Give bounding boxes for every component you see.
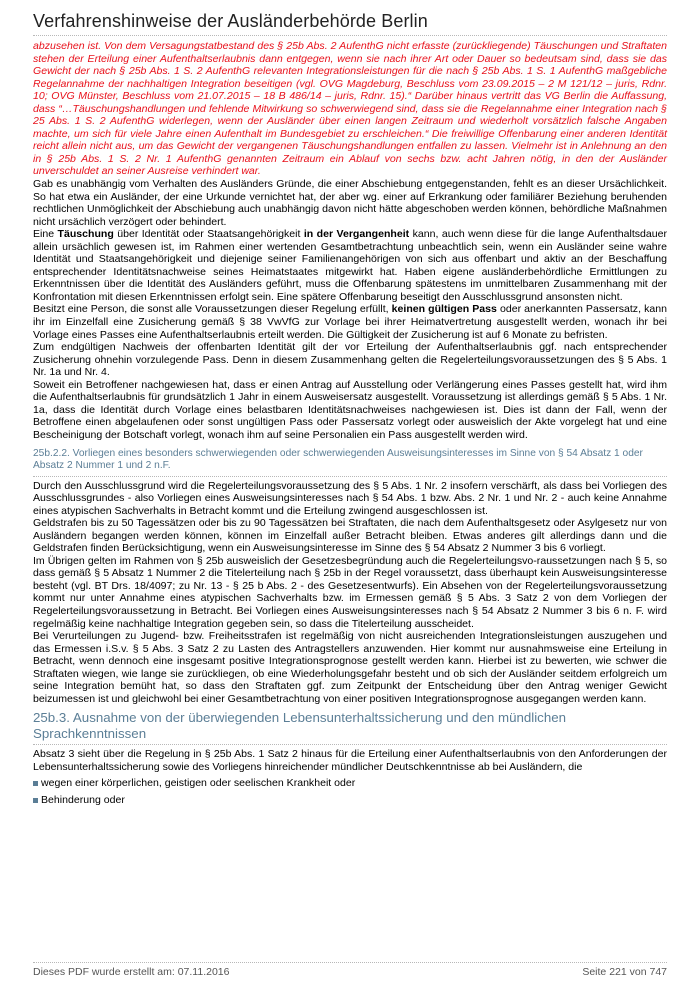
list-item: [33, 777, 667, 790]
paragraph-exclusion: Durch den Ausschlussgrund wird die Regelerteilungsvoraussetzung des § 5 Abs. 1 Nr. 2 insofern verschärft, als dass bei Vorliegen des Ausschlussgrundes - also Vorliegen eines Ausweisungsinteresses nach § 54 Abs. 1 bzw. Abs. 2 Nr. 1 und Nr. 2 - auch keine Annahme eines atypischen Sachverhalts in Betracht kommt und die Erteilung zwingend ausgeschlossen ist.: [33, 479, 667, 517]
paragraph-deception: [33, 228, 667, 303]
paragraph-passport-application: Soweit ein Betroffener nachgewiesen hat, dass er einen Antrag auf Ausstellung oder Verlängerung eines Passes gestellt hat, wird ihm die Aufenthaltserlaubnis für grundsätzlich 1 Jahr in einem Ausweisersatz ausgestellt. Voraussetzung ist allerdings gemäß § 5 Abs. 1 Nr. 1a, dass die Identität durch Vorlage eines belastbaren Identitätsnachweises nachgewiesen ist. Dies ist dann der Fall, wenn der Betroffene einen abgelaufenen oder sonst ungültigen Pass oder Passersatz vorlegt oder ausweislich der Akte vorgelegt hat und eine Bescheinigung der Botschaft vorlegt, wonach ihm auf seine Personalien ein Pass ausgestellt werden wird.: [33, 378, 667, 441]
text-run: Eine: [33, 228, 58, 241]
paragraph-no-passport: [33, 303, 667, 341]
list-item-text: Behinderung oder: [41, 793, 125, 806]
paragraph-causality: Gab es unabhängig vom Verhalten des Ausländers Gründe, die einer Abschiebung entgegenstanden, fehlt es an dieser Ursächlichkeit. So hat etwa ein Ausländer, der eine Urkunde vernichtet hat, der aber wg. einer auf Erkrankung oder familiärer Beziehung beruhenden rechtlichen Unmöglichkeit der Abschiebung auch unabhängig davon nicht hätte abgeschoben werden können, behördliche Maßnahmen nicht ursächlich verzögert oder behindert.: [33, 178, 667, 228]
paragraph-fines: Geldstrafen bis zu 50 Tagessätzen oder bis zu 90 Tagessätzen bei Straftaten, die nach dem Aufenthaltsgesetz oder Asylgesetz nur von Ausländern begangen werden können, können im Einzelfall außer Betracht bleiben. Etwas anderes gilt allerdings dann und die Geldstrafen finden Berücksichtigung, wenn ein Ausweisungsinteresse im Sinne des § 54 Absatz 2 Nummer 3 bis 6 vorliegt.: [33, 517, 667, 555]
paragraph-requirements: Im Übrigen gelten im Rahmen von § 25b ausweislich der Gesetzesbegründung auch die Regelerteilungsvo-raussetzungen nach § 5, so dass gemäß § 5 Absatz 1 Nummer 2 die Titelerteilung nach § 25b in der Regel voraussetzt, dass überhaupt kein Ausweisungsinteresse besteht (vgl. BT Drs. 18/4097; zu Nr. 13 - § 25 b Abs. 2 - des Gesetzesentwurfs). Ein Absehen von der Regelerteilungsvoraussetzung kommt nur unter Annahme eines atypischen Sachverhalts bzw. im Ermessen gemäß § 5 Abs. 3 Satz 2 von dem Vorliegen der Regelerteilungsvoraussetzung in Betracht. Bei Vorliegen eines Ausweisungsinteresses nach § 54 Absatz 2 Nummer 3 bis 6 n. F. wird regelmäßig keine nachhaltige Integration gegeben sein, so dass die Titelerteilung ausscheidet.: [33, 554, 667, 630]
section-heading-25b-3: 25b.3. Ausnahme von der überwiegenden Lebensunterhaltssicherung und den mündlichen Sprachkenntnissen: [33, 710, 667, 745]
title-divider: [33, 35, 667, 36]
bold-term-past: in der Vergangenheit: [303, 228, 410, 241]
bullet-square-icon: [33, 781, 38, 786]
footer-divider: [33, 962, 667, 963]
text-run: oder anerkannten Passersatz, kann ihr im Einzelfall eine Zusicherung gemäß § 38 VwVfG zur Vorlage bei ihrer Heimatvertretung ausgestellt werden, wonach ihr bei Vorlage eines Passes eine Aufenthaltserlaubnis erteilt werden. Die Gültigkeit der Zusicherung ist auf 6 Monate zu befristen.: [33, 303, 667, 341]
paragraph-exceptions: Absatz 3 sieht über die Regelung in § 25b Abs. 1 Satz 2 hinaus für die Erteilung einer Aufenthaltserlaubnis von den Anforderungen der Lebensunterhaltssicherung sowie des Vorliegens hinreichender mündlicher Deutschkenntnisse ab bei Ausländern, die: [33, 748, 667, 773]
page-number: Seite 221 von 747: [582, 966, 667, 978]
document-page: [33, 0, 667, 990]
section-heading-25b-2-2: 25b.2.2. Vorliegen eines besonders schwerwiegenden oder schwerwiegenden Ausweisungsinteresses im Sinne von § 54 Absatz 1 oder Absatz 2 Nummer 1 und 2 n.F.: [33, 448, 667, 477]
paragraph-identity-proof: Zum endgültigen Nachweis der offenbarten Identität gilt der vor Erteilung der Aufenthaltserlaubnis ggf. nach entsprechender Zusicherung ohnehin vorzulegende Pass. Denn in diesem Zusammenhang gelten die Regelerteilungsvoraussetzungen des § 5 Abs. 1 Nr. 1a und Nr. 4.: [33, 341, 667, 379]
document-title: Verfahrenshinweise der Ausländerbehörde Berlin: [33, 11, 428, 31]
list-item: [33, 794, 667, 807]
text-run: über Identität oder Staatsangehörigkeit: [113, 228, 304, 241]
list-item-text: wegen einer körperlichen, geistigen oder seelischen Krankheit oder: [41, 777, 356, 790]
bold-term-no-passport: keinen gültigen Pass: [391, 303, 497, 316]
paragraph-convictions: Bei Verurteilungen zu Jugend- bzw. Freiheitsstrafen ist regelmäßig von nicht ausreichenden Integrationsleistungen auszugehen und das Ermessen i.S.v. § 5 Abs. 3 Satz 2 zu Lasten des Antragstellers anzuwenden. Hier kommt nur ausnahmsweise eine Erteilung in Betracht, wenn dennoch eine insgesamt positive Integrationsprognose gestellt werden kann. Hierbei ist zu bewerten, wie schwer die Straftaten wiegen, wie lange sie zurückliegen, ob eine Wiederholungsgefahr besteht und ob sich der Ausländer seitdem erfolgreich um seine Integration bemüht hat, so dass den Straftaten ggf. zum Zeitpunkt der Entscheidung über den Antrag weniger Gewicht beizumessen ist und gleichwohl bei einer Gesamtbetrachtung von einer positiven Integrationsprognose ausgegangen werden kann.: [33, 630, 667, 705]
pdf-created-date: Dieses PDF wurde erstellt am: 07.11.2016: [33, 966, 230, 978]
text-run: kann, auch wenn diese für die lange Aufenthaltsdauer allein ursächlich gewesen ist, im Rahmen einer wertenden Gesamtbetrachtung unbeachtlich sein, wenn ein Ausländer seine wahre Identität und Staatsangehörigkeit und diejenige seiner Familienangehörigen von sich aus offenbart und aktiv an der Beschaffung entsprechender Identitätsnachweise seines Heimatstaates mitgewirkt hat. Haben eigene ausländerbehördliche Ermittlungen zu Erkenntnissen über die Identität des Ausländers geführt, muss die Offenbarung spätestens im unmittelbaren Zusammenhang mit der Konfrontation mit diesen Erkenntnissen erfolgt sein. Eine spätere Offenbarung beseitigt den Ausschlussgrund ansonsten nicht.: [33, 228, 667, 303]
document-body: [33, 40, 667, 806]
text-run: Besitzt eine Person, die sonst alle Voraussetzungen dieser Regelung erfüllt,: [33, 303, 392, 316]
bullet-square-icon: [33, 798, 38, 803]
bold-term-deception: Täuschung: [57, 228, 114, 241]
quoted-court-text: abzusehen ist. Von dem Versagungstatbestand des § 25b Abs. 2 AufenthG nicht erfasste (zurückliegende) Täuschungen und Straftaten stehen der Erteilung einer Aufenthaltserlaubnis dann entgegen, wenn sie nach ihrer Art oder Dauer so bedeutsam sind, dass sie das Gewicht der nach § 25b Abs. 1 S. 2 AufenthG relevanten Integrationsleistungen für die nach § 25b Abs. 1 S. 1 AufenthG maßgebliche Regelannahme der nachhaltigen Integration beseitigen (vgl. OVG Magdeburg, Beschluss vom 23.09.2015 – 2 M 121/12 – juris, Rdnr. 10; OVG Münster, Beschluss vom 21.07.2015 – 18 B 486/14 – juris, Rdnr. 15).“ Darüber hinaus vertritt das VG Berlin die Auffassung, dass “…Täuschungshandlungen und fehlende Mitwirkung so schwerwiegend sind, dass sie die Regelannahme einer Integration nach § 25 Abs. 1 S. 2 AufenthG widerlegen, wenn der Ausländer über einen langen Zeitraum und wiederholt vorsätzlich falsche Angaben machte, um sich für viele Jahre einen Aufenthalt im Bundesgebiet zu erschleichen.“ Die freiwillige Offenbarung einer anderen Identität reicht allein nicht aus, um das Gewicht der vergangenen Täuschungshandlungen entfallen zu lassen. Vielmehr ist in Anlehnung an den in § 25b Abs. 1 S. 2 Nr. 1 AufenthG genannten Zeitraum ein Ablauf von sechs bzw. acht Jahren nötig, in den der Ausländer unverschuldet an seiner Ausreise verhindert war.: [33, 40, 667, 178]
